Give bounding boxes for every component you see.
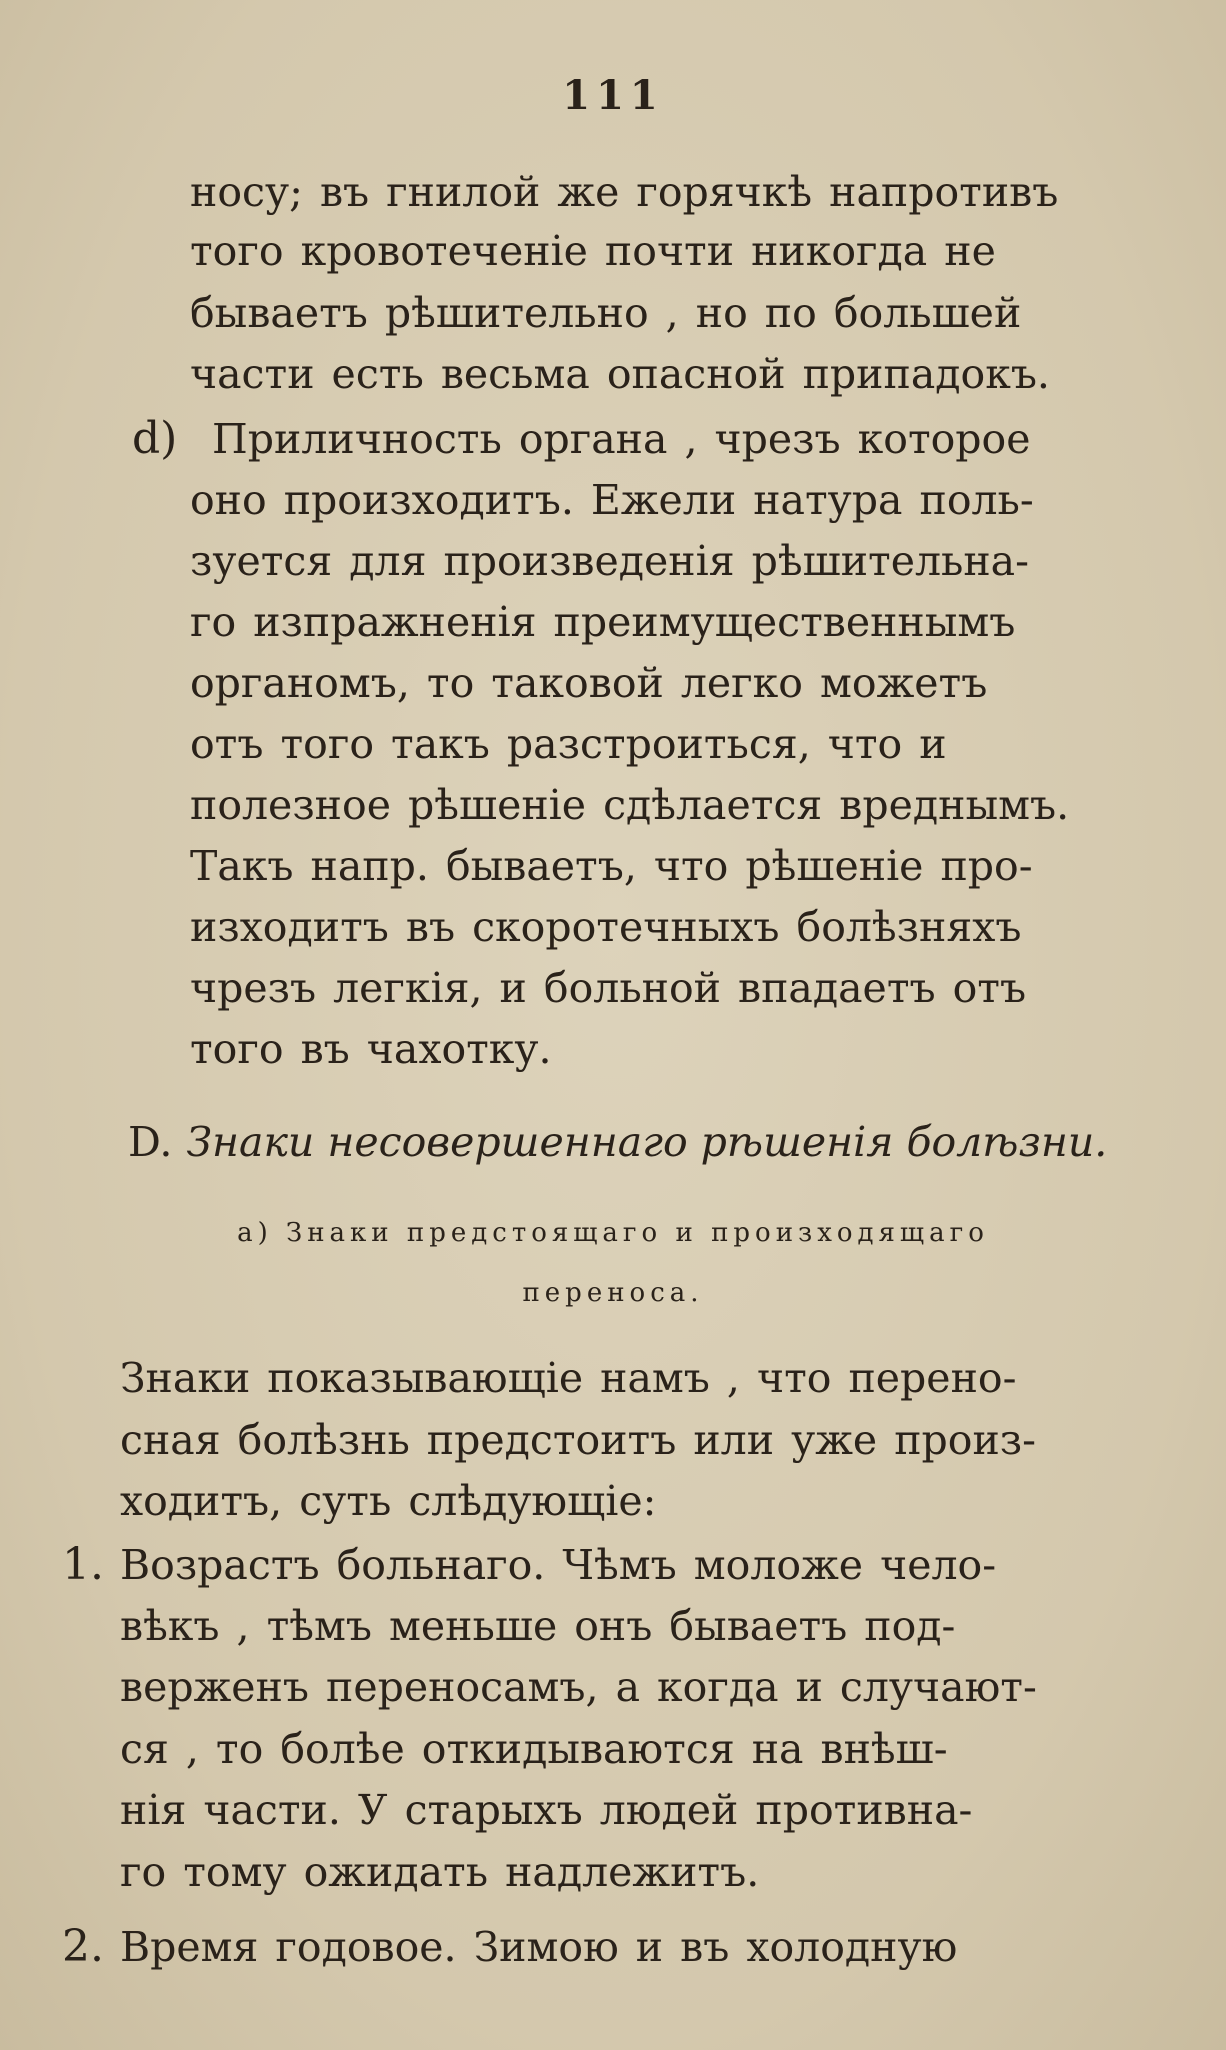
text-line: оно произходитъ. Ежели натура поль- [190, 476, 1034, 524]
text-line: бываетъ рѣшительно , но по большей [190, 289, 1022, 337]
text-line: Знаки показывающіе намъ , что перено- [120, 1354, 1017, 1402]
section-title: Знаки несовершеннаго рѣшенія болѣзни. [186, 1118, 1108, 1166]
subheading-line-2: переноса. [522, 1278, 704, 1308]
section-heading [128, 1118, 1107, 1166]
text-line: ся , то болѣе откидываются на внѣш- [120, 1725, 948, 1773]
text-line: части есть весьма опасной припадокъ. [190, 350, 1050, 398]
text-line: зуется для произведенія рѣшительна- [190, 537, 1029, 585]
text-line: Возрастъ больнаго. Чѣмъ моложе чело- [120, 1541, 997, 1589]
section-letter: D. [128, 1118, 173, 1166]
text-line: ходитъ, суть слѣдующіе: [120, 1477, 657, 1525]
list-marker-1: 1. [62, 1539, 104, 1590]
text-line: Время годовое. Зимою и въ холодную [120, 1923, 958, 1971]
text-line: носу; въ гнилой же горячкѣ напротивъ [190, 168, 1059, 216]
text-line: сная болѣзнь предстоитъ или уже произ- [120, 1416, 1037, 1464]
text-line: го тому ожидать надлежитъ. [120, 1848, 760, 1896]
text-line: того въ чахотку. [190, 1025, 552, 1073]
text-line: Приличность органа , чрезъ которое [212, 415, 1031, 463]
list-marker-2: 2. [62, 1921, 104, 1972]
text-line: чрезъ легкія, и больной впадаетъ отъ [190, 964, 1027, 1012]
text-line: Такъ напр. бываетъ, что рѣшеніе про- [190, 842, 1033, 890]
text-line: верженъ переносамъ, а когда и случают- [120, 1663, 1037, 1711]
text-line: вѣкъ , тѣмъ меньше онъ бываетъ под- [120, 1602, 956, 1650]
text-line: отъ того такъ разстроиться, что и [190, 720, 947, 768]
list-marker-d: d) [132, 413, 178, 464]
subheading-line-1: а) Знаки предстоящаго и произходящаго [237, 1218, 989, 1248]
text-line: органомъ, то таковой легко можетъ [190, 659, 988, 707]
text-line: изходитъ въ скоротечныхъ болѣзняхъ [190, 903, 1022, 951]
text-line: го изпражненія преимущественнымъ [190, 598, 1016, 646]
text-line: полезное рѣшеніе сдѣлается вреднымъ. [190, 781, 1070, 829]
text-line: нія части. У старыхъ людей противна- [120, 1786, 973, 1834]
page-number: 111 [562, 72, 664, 119]
text-line: того кровотеченіе почти никогда не [190, 227, 996, 275]
